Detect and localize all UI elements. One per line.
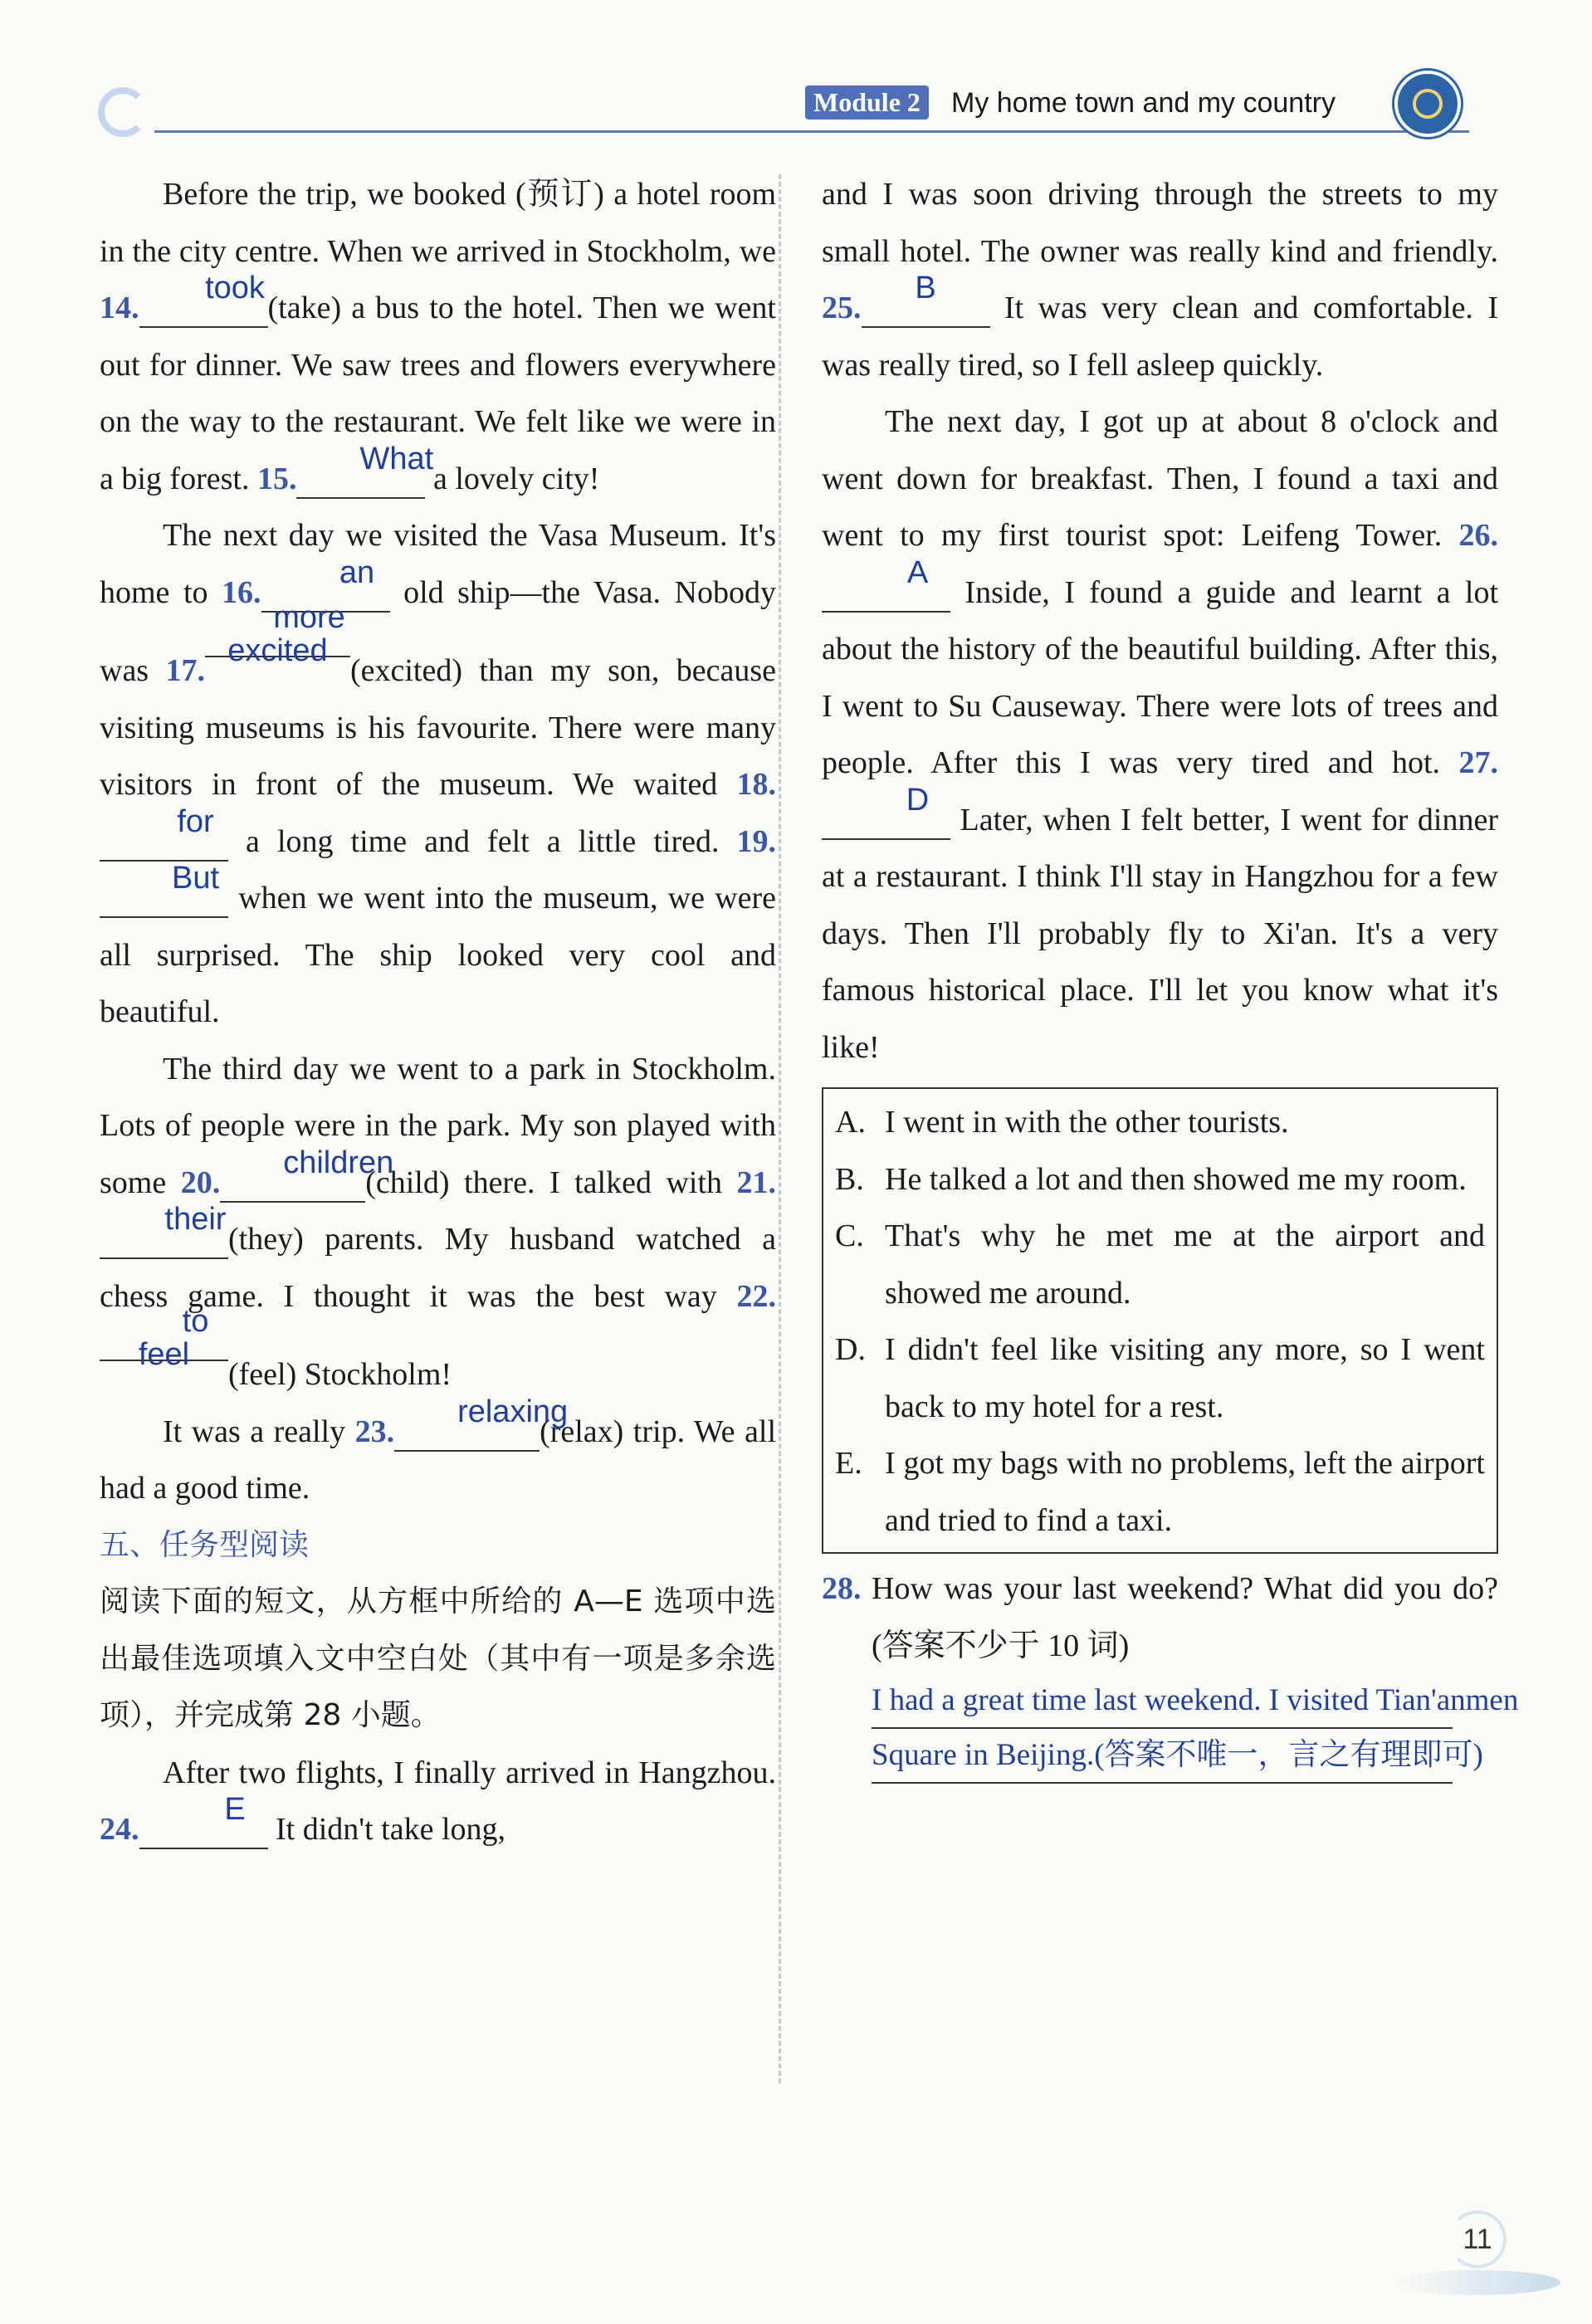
paragraph	[100, 1394, 776, 1517]
text: when we went into the museum, we were all surprised. The ship looked very cool and beautiful.	[100, 881, 776, 1029]
text: a long time and felt a little tired.	[246, 823, 720, 859]
module-badge: Module 2	[805, 85, 929, 120]
module-title: My home town and my country	[951, 87, 1336, 119]
answer-blank[interactable]	[205, 600, 350, 668]
text: The next day we visited the Vasa Museum. It's home to	[100, 518, 776, 610]
text: It was a really	[163, 1413, 346, 1449]
answer-text: A	[906, 554, 929, 590]
answer-text: But	[171, 861, 220, 896]
answer-blank[interactable]	[220, 1145, 394, 1203]
text: (they) parents. My husband watched a chess game. I thought it was the best way	[100, 1222, 776, 1314]
question-number: 26.	[1458, 518, 1499, 553]
paragraph	[100, 166, 776, 507]
answer-blank[interactable]	[822, 782, 950, 840]
option-item	[835, 1435, 1485, 1549]
column-divider	[779, 174, 781, 2083]
option-item	[835, 1208, 1485, 1321]
answer-text: D	[906, 782, 930, 818]
question-number: 17.	[165, 653, 205, 688]
text: After two flights, I finally arrived in Hangzhou.	[163, 1755, 776, 1790]
text: a lovely city!	[432, 461, 600, 496]
options-box	[822, 1087, 1498, 1554]
answer-blank[interactable]	[139, 271, 268, 328]
header-rule	[154, 130, 1469, 133]
left-column	[100, 166, 776, 1858]
answer-blank[interactable]	[296, 441, 434, 499]
option-text: He talked a lot and then showed me my room.	[885, 1161, 1467, 1197]
answer-text: took	[205, 271, 265, 305]
answer-blank[interactable]	[862, 271, 990, 328]
paragraph	[100, 1041, 776, 1404]
question-number: 22.	[736, 1278, 776, 1314]
paragraph	[822, 393, 1498, 1076]
answer-text: to feel	[138, 1304, 209, 1372]
question-text: How was your last weekend? What did you do? (答案不少于 10 词)	[872, 1571, 1498, 1663]
text: The next day, I got up at about 8 o'clock and went down for breakfast. Then, I found a taxi and went to my first tourist spot: Leifeng Tower.	[822, 404, 1498, 553]
question-number: 18.	[736, 767, 777, 802]
paragraph	[100, 507, 776, 1041]
answer-text: What	[359, 441, 434, 476]
option-text: I didn't feel like visiting any more, so I went back to my hotel for a rest.	[885, 1332, 1485, 1424]
text: (child) there. I talked with	[365, 1164, 723, 1200]
question-line	[822, 1560, 1498, 1674]
text: (take) a bus to the hotel. Then we went out for dinner. We saw trees and flowers everywhere on the way to the restaurant. We felt like we were in a big forest.	[100, 290, 776, 496]
option-key: D.	[835, 1332, 866, 1367]
answer-blank[interactable]	[100, 861, 228, 918]
instruction: 阅读下面的短文，从方框中所给的 A—E 选项中选出最佳选项填入文中空白处（其中有一项是多余选项），并完成第 28 小题。	[100, 1584, 776, 1732]
answer-text: relaxing	[457, 1394, 569, 1429]
option-text: That's why he met me at the airport and showed me around.	[885, 1218, 1485, 1311]
answer-blank[interactable]	[100, 1202, 228, 1259]
answer-text: B	[915, 271, 936, 305]
answer-text: more excited	[227, 600, 345, 668]
question-number: 24.	[100, 1812, 139, 1847]
question-number: 21.	[736, 1164, 777, 1200]
paragraph	[822, 166, 1498, 393]
text: Before the trip, we booked (预订) a hotel room in the city centre. When we arrived in Stockholm, we	[100, 177, 776, 269]
text: (relax) trip. We all had a good time.	[100, 1413, 776, 1506]
answer-text: their	[164, 1202, 227, 1237]
option-item	[835, 1094, 1485, 1151]
text: It was very clean and comfortable. I was really tired, so I fell asleep quickly.	[822, 290, 1498, 383]
text: and I was soon driving through the streets to my small hotel. The owner was really kind and friendly.	[822, 177, 1498, 269]
option-key: C.	[835, 1218, 864, 1253]
question-number: 28.	[822, 1571, 862, 1606]
page-header	[91, 79, 1469, 137]
question-number: 16.	[222, 574, 261, 610]
text: (feel) Stockholm!	[228, 1357, 452, 1392]
right-column	[822, 166, 1519, 1784]
wave-decoration	[1394, 2270, 1560, 2295]
option-text: I went in with the other tourists.	[885, 1105, 1289, 1140]
question-number: 20.	[180, 1164, 221, 1200]
logo-g-icon	[98, 87, 148, 137]
paragraph	[100, 1745, 776, 1858]
page-number: 11	[1448, 2210, 1507, 2268]
answer-blank[interactable]	[394, 1394, 569, 1452]
question-number: 14.	[100, 290, 139, 325]
answer-text: for	[177, 803, 214, 839]
emblem-icon	[1394, 71, 1461, 137]
answer-blank[interactable]	[139, 1792, 268, 1849]
answer-text: an	[339, 554, 375, 590]
answer-line[interactable]: I had a great time last weekend. I visited Tian'anmen	[872, 1674, 1453, 1729]
question-number: 25.	[822, 290, 862, 325]
question-number: 19.	[736, 823, 777, 859]
option-text: I got my bags with no problems, left the airport and tried to find a taxi.	[885, 1446, 1485, 1538]
question-number: 23.	[354, 1413, 395, 1449]
section-title: 五、任务型阅读	[100, 1527, 310, 1562]
text: (excited) than my son, because visiting museums is his favourite. There were many visitors in front of the museum. We waited	[100, 653, 777, 802]
answer-line[interactable]: Square in Beijing.(答案不唯一，言之有理即可)	[872, 1729, 1453, 1784]
text: Inside, I found a guide and learnt a lot about the history of the beautiful building. After this, I went to Su Causeway. There were lots of trees and people. After this I was very tired and hot.	[822, 574, 1499, 780]
option-key: E.	[835, 1446, 862, 1481]
answer-blank[interactable]	[822, 554, 950, 613]
question-number: 27.	[1458, 745, 1498, 780]
option-item	[835, 1321, 1485, 1435]
text: It didn't take long,	[276, 1812, 506, 1847]
question-number: 15.	[256, 461, 297, 496]
option-item	[835, 1151, 1485, 1208]
answer-blank[interactable]	[100, 803, 228, 862]
text: The third day we went to a park in Stockholm. Lots of people were in the park. My son played with some	[100, 1051, 776, 1200]
option-key: A.	[835, 1105, 866, 1140]
text: old ship—the Vasa. Nobody was	[100, 574, 776, 688]
answer-blank[interactable]	[100, 1304, 228, 1372]
option-key: B.	[835, 1161, 864, 1197]
text: Later, when I felt better, I went for dinner at a restaurant. I think I'll stay in Hangzhou for a few days. Then I'll probably fly to Xi'an. It's a very famous historical place. I'll let you know what it's like!	[822, 802, 1499, 1065]
answer-text: children	[283, 1145, 394, 1180]
answer-text: E	[224, 1792, 246, 1827]
question-28	[822, 1560, 1519, 1784]
